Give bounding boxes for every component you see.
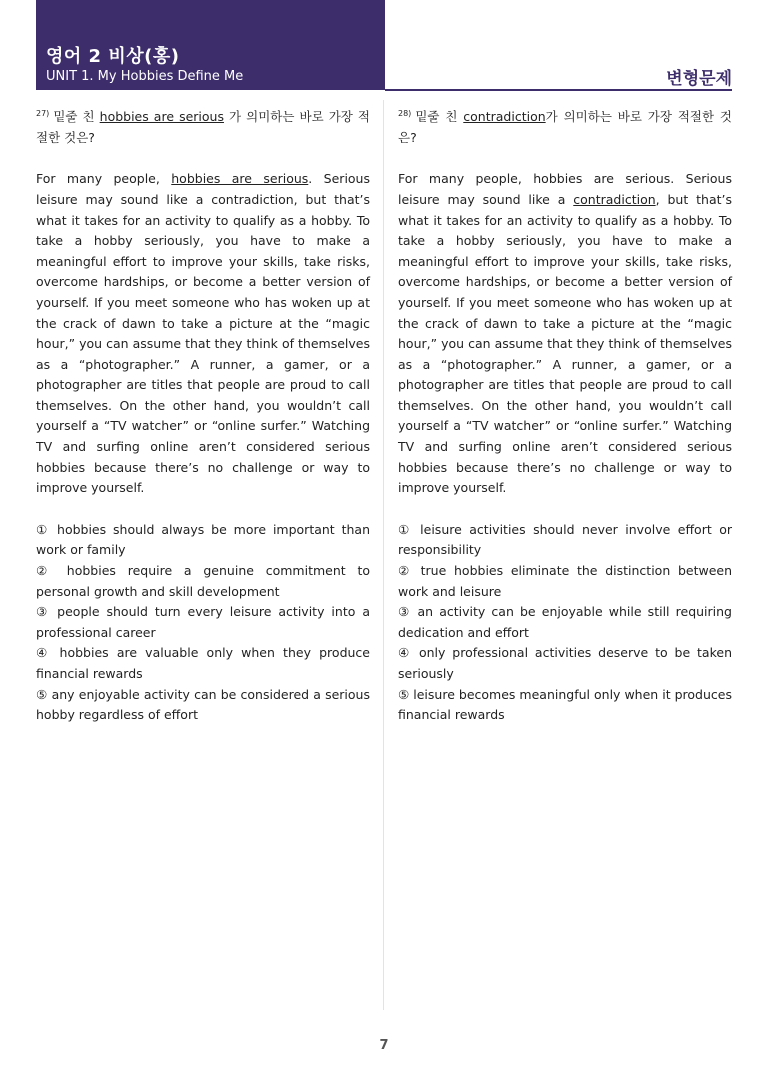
passage-text: For many people,	[36, 171, 172, 187]
prompt-text-end: 가 의미하는 바로 가장 적절한 것은?	[398, 109, 732, 145]
reading-passage	[398, 169, 732, 499]
question-number: 27)	[36, 109, 50, 118]
question-28	[398, 104, 732, 726]
answer-options	[36, 520, 370, 726]
passage-text-end: . Serious leisure may sound like a contradiction, but that’s what it takes for an activity to qualify as a hobby. To take a hobby seriously, you have to make a meaningful effort to improve your skills, take risks, overcome hardships, or become a better version of yourself. If you meet someone who has woken up at the crack of dawn to take a picture at the “magic hour,” you can assume that they think of themselves as a “photographer.” A runner, a gamer, or a photographer are titles that people are proud to call themselves. On the other hand, you wouldn’t call yourself a “TV watcher” or “online surfer.” Watching TV and surfing online aren’t considered serious hobbies because there’s no challenge or way to improve yourself.	[36, 171, 370, 496]
unit-title: UNIT 1. My Hobbies Define Me	[46, 69, 244, 84]
prompt-underlined: hobbies are serious	[99, 109, 224, 125]
answer-option[interactable]: ④ only professional activities deserve to be taken seriously	[398, 645, 732, 681]
answer-option[interactable]: ④ hobbies are valuable only when they produce financial rewards	[36, 645, 370, 681]
answer-option[interactable]: ③ an activity can be enjoyable while still requiring dedication and effort	[398, 604, 732, 640]
answer-option[interactable]: ② true hobbies eliminate the distinction between work and leisure	[398, 563, 732, 599]
prompt-text: 밑줄 친	[53, 109, 100, 125]
prompt-text: 밑줄 친	[415, 109, 464, 125]
page-number: 7	[379, 1038, 389, 1053]
header-rule	[385, 89, 732, 91]
question-number: 28)	[398, 109, 412, 118]
question-27	[36, 104, 370, 726]
answer-options	[398, 520, 732, 726]
reading-passage	[36, 169, 370, 499]
textbook-title: 영어 2 비상(홍)	[46, 46, 180, 67]
question-prompt	[398, 104, 732, 148]
column-divider	[383, 100, 384, 1010]
passage-text-end: , but that’s what it takes for an activity to qualify as a hobby. To take a hobby seriously, you have to make a meaningful effort to improve your skills, take risks, overcome hardships, or become a better version of yourself. If you meet someone who has woken up at the crack of dawn to take a picture at the “magic hour,” you can assume that they think of themselves as a “photographer.” A runner, a gamer, or a photographer are titles that people are proud to call themselves. On the other hand, you wouldn’t call yourself a “TV watcher” or “online surfer.” Watching TV and surfing online aren’t considered serious hobbies because there’s no challenge or way to improve yourself.	[398, 191, 732, 496]
passage-underlined: hobbies are serious	[171, 171, 309, 187]
answer-option[interactable]: ⑤ leisure becomes meaningful only when it produces financial rewards	[398, 686, 732, 723]
answer-option[interactable]: ② hobbies require a genuine commitment to personal growth and skill development	[36, 563, 370, 599]
prompt-text-end: 가 의미하는 바로 가장 적절한 것은?	[36, 109, 370, 145]
answer-option[interactable]: ③ people should turn every leisure activity into a professional career	[36, 604, 370, 640]
header-banner	[36, 0, 385, 90]
prompt-underlined: contradiction	[463, 109, 546, 125]
answer-option[interactable]: ① leisure activities should never involve effort or responsibility	[398, 521, 732, 558]
answer-option[interactable]: ① hobbies should always be more important than work or family	[36, 521, 370, 558]
passage-text: For many people, hobbies are serious. Serious leisure may sound like a	[398, 171, 732, 207]
passage-underlined: contradiction	[573, 191, 656, 207]
question-prompt	[36, 104, 370, 148]
answer-option[interactable]: ⑤ any enjoyable activity can be considered a serious hobby regardless of effort	[36, 686, 370, 723]
section-tag: 변형문제	[666, 69, 732, 89]
